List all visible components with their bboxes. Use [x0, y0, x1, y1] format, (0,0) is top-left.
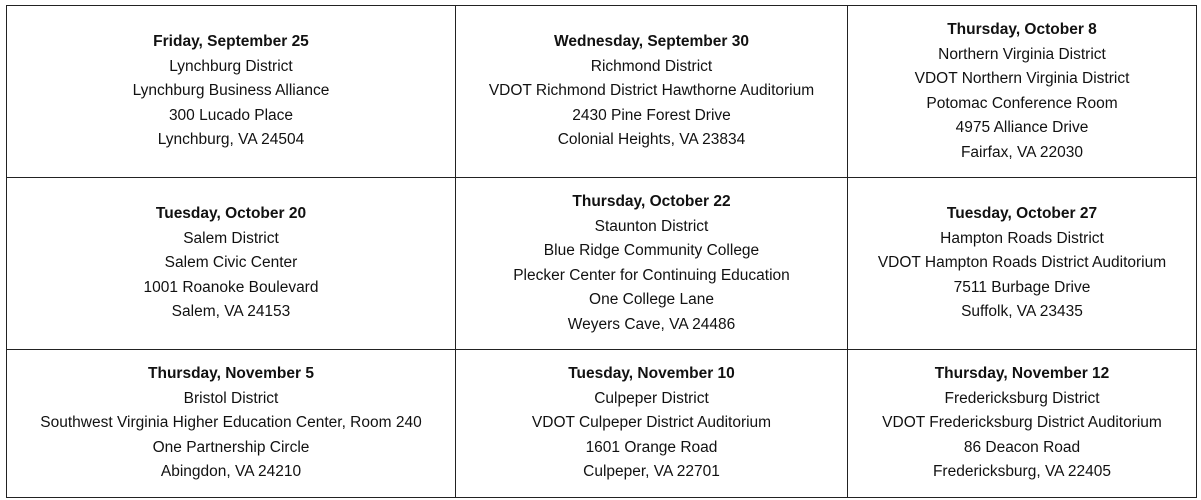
- session-city: Fredericksburg, VA 22405: [932, 463, 1112, 481]
- session-street: One College Lane: [589, 291, 714, 308]
- session-cell: [7, 6, 456, 178]
- session-cell: [7, 178, 456, 350]
- session-room: Plecker Center for Continuing Education: [513, 266, 790, 284]
- session-cell: [7, 350, 456, 498]
- session-venue: VDOT Fredericksburg District Auditorium: [882, 414, 1162, 432]
- session-date: Thursday, November 12: [934, 365, 1110, 383]
- session-district: Salem District: [183, 229, 279, 247]
- session-city: Weyers Cave, VA 24486: [567, 315, 736, 333]
- session-city: Fairfax, VA 22030: [960, 143, 1084, 161]
- session-venue: VDOT Hampton Roads District Auditorium: [877, 254, 1167, 272]
- session-district: Richmond District: [590, 57, 713, 75]
- session-venue: Salem Civic Center: [164, 254, 298, 272]
- session-city: Culpeper, VA 22701: [583, 463, 720, 481]
- session-city: Colonial Heights, VA 23834: [557, 131, 746, 149]
- session-street: One Partnership Circle: [152, 438, 310, 456]
- session-date: Thursday, November 5: [148, 365, 314, 383]
- session-date: Thursday, October 8: [947, 21, 1097, 38]
- session-city: Salem, VA 24153: [171, 303, 291, 321]
- session-cell: [456, 350, 848, 498]
- session-city: Suffolk, VA 23435: [961, 303, 1083, 321]
- session-street: 300 Lucado Place: [168, 106, 294, 124]
- session-street: 1001 Roanoke Boulevard: [143, 278, 319, 296]
- session-date: Tuesday, October 20: [155, 205, 307, 223]
- session-venue: VDOT Richmond District Hawthorne Auditorium: [488, 82, 815, 100]
- session-venue: Southwest Virginia Higher Education Center, Room 240: [40, 414, 422, 432]
- session-date: Tuesday, November 10: [568, 365, 735, 383]
- session-district: Staunton District: [594, 217, 709, 235]
- session-venue: VDOT Northern Virginia District: [914, 70, 1130, 87]
- session-venue: Blue Ridge Community College: [543, 242, 760, 259]
- session-street: 2430 Pine Forest Drive: [572, 106, 731, 124]
- session-cell: [848, 350, 1197, 498]
- session-venue: VDOT Culpeper District Auditorium: [531, 414, 772, 432]
- session-venue: Lynchburg Business Alliance: [132, 82, 330, 100]
- session-district: Hampton Roads District: [940, 229, 1104, 247]
- session-district: Culpeper District: [594, 389, 709, 407]
- table-row: [7, 178, 1197, 350]
- meeting-schedule-table: [6, 5, 1197, 498]
- session-cell: [456, 178, 848, 350]
- session-cell: [848, 6, 1197, 178]
- session-cell: [848, 178, 1197, 350]
- session-date: Tuesday, October 27: [946, 205, 1098, 223]
- session-district: Lynchburg District: [169, 57, 293, 75]
- session-street: 4975 Alliance Drive: [955, 119, 1089, 136]
- session-city: Abingdon, VA 24210: [160, 463, 302, 481]
- session-district: Fredericksburg District: [944, 389, 1100, 407]
- session-city: Lynchburg, VA 24504: [157, 131, 305, 149]
- session-cell: [456, 6, 848, 178]
- session-date: Friday, September 25: [153, 33, 309, 51]
- session-district: Northern Virginia District: [938, 45, 1106, 63]
- session-district: Bristol District: [183, 389, 279, 407]
- session-date: Wednesday, September 30: [554, 33, 749, 51]
- session-date: Thursday, October 22: [572, 193, 731, 210]
- table-row: [7, 350, 1197, 498]
- table-row: [7, 6, 1197, 178]
- session-street: 1601 Orange Road: [585, 438, 718, 456]
- session-street: 7511 Burbage Drive: [953, 278, 1091, 296]
- session-room: Potomac Conference Room: [926, 94, 1118, 112]
- session-street: 86 Deacon Road: [963, 438, 1081, 456]
